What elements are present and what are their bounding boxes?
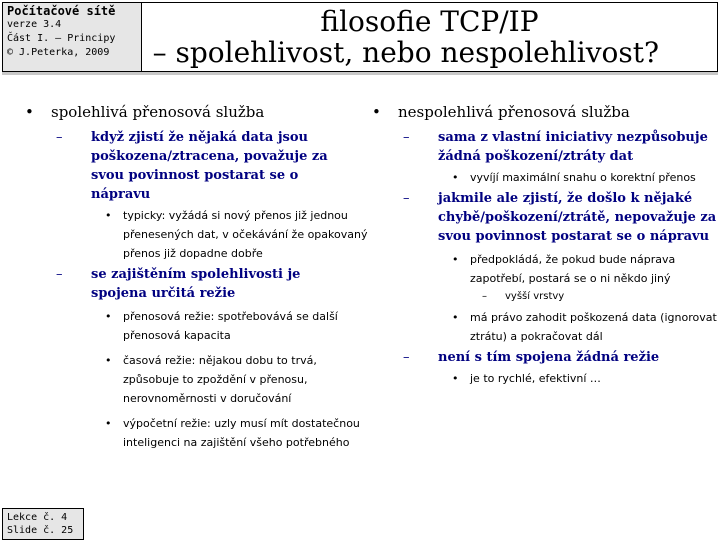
course-title: Počítačové sítě <box>7 4 116 18</box>
left-sub2-item-1: • přenosová režie: spotřebovává se další přenosová kapacita <box>105 307 361 345</box>
right-sub2-item-1: • předpokládá, že pokud bude náprava zapotřebí, postará se o ni někdo jiný <box>452 250 718 288</box>
right-sub3-item: • je to rychlé, efektivní … <box>452 369 718 388</box>
left-column <box>25 102 375 452</box>
author-label: © J.Peterka, 2009 <box>7 47 110 58</box>
title-shadow <box>2 72 718 75</box>
right-sub3: – není s tím spojena žádná režie <box>403 348 718 367</box>
right-sub2: – jakmile ale zjistí, že došlo k nějaké chybě/poškození/ztrátě, nepovažuje za svou povinnost postarat se o nápravu <box>403 189 718 246</box>
right-column <box>372 102 717 388</box>
slide-title-line1: filosofie TCP/IP <box>320 5 539 38</box>
right-sub1-item: • vyvíjí maximální snahu o korektní přenos <box>452 168 710 187</box>
course-info-box <box>2 2 142 72</box>
left-sub1: – když zjistí že nějaká data jsou poškozena/ztracena, považuje za svou povinnost postarat se o nápravu <box>56 128 354 204</box>
left-sub2-item-3: • výpočetní režie: uzly musí mít dostatečnou inteligenci na zajištění všeho potřebného <box>105 414 361 452</box>
slide-number-box <box>2 508 84 540</box>
right-sub1: – sama z vlastní iniciativy nezpůsobuje žádná poškození/ztráty dat <box>403 128 713 166</box>
slide-title-line2: – spolehlivost, nebo nespolehlivost? <box>152 36 659 69</box>
left-sub2: – se zajištěním spolehlivosti je spojena určitá režie <box>56 265 354 303</box>
right-sub2-item-2: • má právo zahodit poškozená data (ignorovat ztrátu) a pokračovat dál <box>452 308 718 346</box>
slide-title <box>142 2 718 72</box>
lesson-number: Lekce č. 4 <box>7 512 68 523</box>
right-heading: • nespolehlivá přenosová služba <box>372 102 717 122</box>
slide-number: Slide č. 25 <box>7 525 74 536</box>
left-sub1-item: • typicky: vyžádá si nový přenos již jednou přenesených dat, v očekávání že opakovaný přenos již dopadne dobře <box>105 206 393 263</box>
right-sub2-nested-item: – vyšší vrstvy <box>482 289 705 304</box>
version-label: verze 3.4 <box>7 19 62 30</box>
left-sub2-item-2: • časová režie: nějakou dobu to trvá, způsobuje to zpoždění v přenosu, nerovnoměrnosti v doručování <box>105 351 361 408</box>
part-label: Část I. – Principy <box>7 33 116 44</box>
left-heading: • spolehlivá přenosová služba <box>25 102 375 122</box>
